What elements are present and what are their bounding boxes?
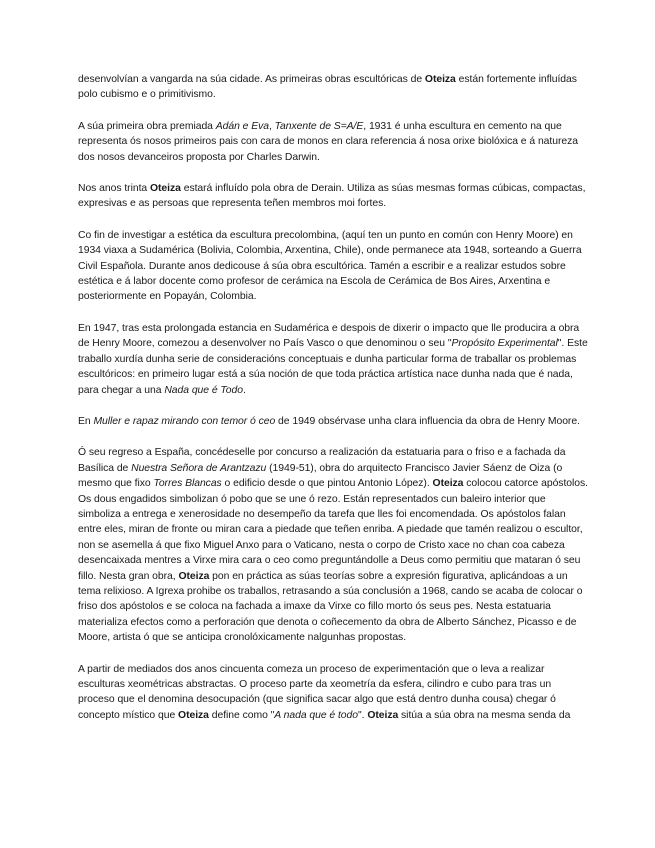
italic-text: Tanxente de S=A/E bbox=[274, 120, 364, 132]
text-run: A súa primeira obra premiada bbox=[78, 120, 216, 132]
bold-text: Oteiza bbox=[424, 74, 456, 85]
paragraph bbox=[78, 662, 590, 724]
text-run: desenvolvían a vangarda na súa cidade. As primeiras obras escultóricas de bbox=[78, 74, 425, 85]
text-run: En 1947, tras esta prolongada estancia en Sudamérica e despois de dixerir o impacto que lle producira a obra de Henry Moore, comezou a desenvolver no País Vasco o que denominou o seu " bbox=[78, 322, 580, 350]
paragraph bbox=[78, 72, 590, 103]
text-run: de 1949 obsérvase unha clara influencia da obra de Henry Moore. bbox=[275, 415, 580, 427]
text-run: estará influído pola obra de Derain. Utiliza as súas mesmas formas cúbicas, compactas, expresivas e as persoas que representa teñen membros moi fortes. bbox=[78, 183, 586, 210]
text-run: Co fin de investigar a estética da escultura precolombina, (aquí ten un punto en común con Henry Moore) en 1934 viaxa a Sudamérica (Bolivia, Colombia, Arxentina, Chile), onde permanece ata 1948, sorteando a Guerra Civil Española. Durante anos dedicouse á súa obra escultórica. Tamén a escribir e a realizar estudos sobre estética e á labor docente como profesor de cerámica na Escola de Cerámica de Bos Aires, Arxentina e posteriormente en Popayán, Colombia. bbox=[78, 229, 582, 303]
text-run: o edificio desde o que pintou Antonio López). bbox=[221, 478, 433, 490]
text-run: Ó seu regreso a España, concédeselle por concurso a realización da estatuaria para o friso e a fachada da Basílica de bbox=[78, 447, 566, 474]
italic-text: Nada que é Todo bbox=[164, 384, 243, 396]
bold-text: Oteiza bbox=[367, 709, 399, 721]
italic-text: Adán e Eva bbox=[215, 120, 269, 132]
text-run: sitúa a súa obra na mesma senda da bbox=[398, 709, 571, 721]
italic-text: Nuestra Señora de Arantzazu bbox=[131, 462, 267, 474]
paragraph bbox=[78, 321, 590, 398]
italic-text: Propósito Experimental bbox=[451, 338, 558, 350]
paragraph bbox=[78, 181, 590, 212]
text-run: define como " bbox=[208, 709, 275, 721]
paragraph bbox=[78, 228, 590, 305]
text-run: A partir de mediados dos anos cincuenta comeza un proceso de experimentación que o leva a realizar esculturas xeométricas abstractas. O proceso parte da xeometría da esfera, cilindro e cubo para tras un proceso que el denomina desocupación (que significa sacar algo que está dentro dunha cousa) chegar ó concepto místico que bbox=[78, 663, 556, 721]
bold-text: Oteiza bbox=[432, 478, 464, 490]
paragraph bbox=[78, 445, 590, 645]
bold-text: Oteiza bbox=[178, 709, 209, 721]
text-run: (1949-51), obra do arquitecto Francisco Javier Sáenz de Oiza (o mesmo que fixo bbox=[78, 462, 563, 490]
paragraph bbox=[78, 119, 590, 165]
text-run: . bbox=[242, 384, 246, 396]
text-run: En bbox=[78, 415, 94, 427]
bold-text: Oteiza bbox=[178, 570, 210, 582]
italic-text: Torres Blancas bbox=[153, 478, 222, 490]
text-run: están fortemente influídas polo cubismo e o primitivismo. bbox=[78, 74, 577, 101]
text-run: , bbox=[268, 120, 275, 132]
italic-text: A nada que é todo bbox=[274, 709, 358, 721]
text-run: Nos anos trinta bbox=[78, 183, 150, 195]
paragraph bbox=[78, 414, 590, 429]
text-run: pon en práctica as súas teorías sobre a expresión figurativa, aplicándoas a un tema relixioso. A Igrexa prohibe os traballos, retrasando a súa conclusión a 1968, cando se acaba de colocar o friso dos apóstolos e se coloca na fachada a imaxe da Virxe co fillo morto ós seus pes. Nesta estatuaria materializa efectos como a perforación que denota o coñecemento da obra de Alberto Sánchez, Picasso e de Moore, artista ó que se anticipa cronolóxicamente nalgunhas propostas. bbox=[78, 570, 583, 644]
text-run: ". bbox=[358, 709, 368, 721]
text-run: colocou catorce apóstolos. Os dous engadidos simbolizan ó pobo que se une ó rezo. Están representados cun baleiro interior que simboliza a entrega e xenerosidade no desempeño da tarefa que lles foi encomendada. Os apóstolos falan entre eles, miran de fronte ou miran cara a piedade que teñen enriba. A piedade que tamén realizou o escultor, non se asemella á que fixo Miguel Anxo para o Vaticano, nesta o corpo de Cristo xace no chan coa cabeza desencaixada mentres a Virxe mira cara o ceo como preguntándolle a Deus como permitiu que mataran ó seu fillo. Nesta gran obra, bbox=[78, 478, 588, 582]
document-body bbox=[78, 72, 590, 739]
italic-text: Muller e rapaz mirando con temor ó ceo bbox=[93, 415, 276, 427]
bold-text: Oteiza bbox=[149, 183, 181, 195]
text-run: , 1931 é unha escultura en cemento na que representa ós nosos primeiros pais con cara de monos en clara referencia á nosa orixe biolóxica e á natureza dos nosos devanceiros proposta por Charles Darwin. bbox=[78, 120, 578, 163]
text-run: ". Este traballo xurdía dunha serie de consideracións conceptuais e dunha particular forma de traballar os problemas escultóricos: en primeiro lugar está a súa noción de que toda práctica artística nace dunha nada que é nada, para chegar a una bbox=[78, 338, 588, 396]
